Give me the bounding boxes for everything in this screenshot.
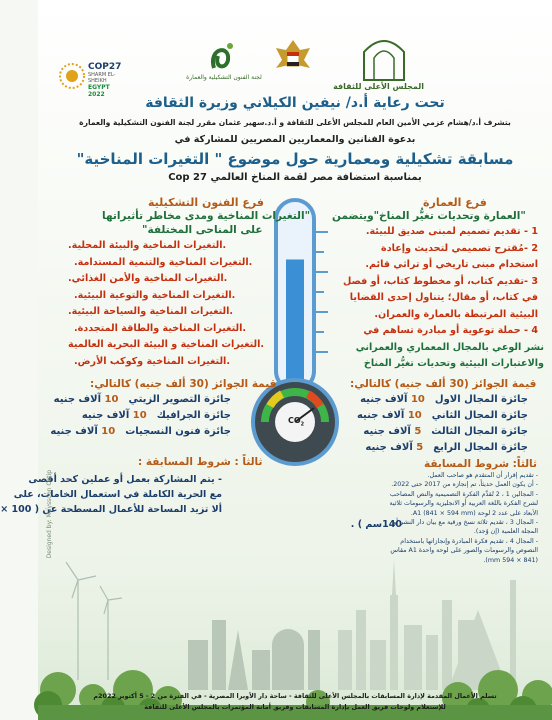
- architecture-condition: لشرح الفكرة باللغة العربية أو الانجليزية والرسومات ثلاثية: [389, 500, 538, 508]
- architecture-condition: - تقديم إقرار أن المتقدم هو صاحب العمل.: [427, 472, 538, 479]
- prize-amount: 10: [132, 410, 147, 421]
- architecture-line: 4 - حملة توعوية أو مبادرة تساهم في: [363, 325, 538, 336]
- architecture-condition: المجلة العلمية (إن وُجد).: [473, 528, 538, 536]
- co2-subscript: 2: [300, 421, 305, 428]
- prize-unit: آلاف جنيه: [360, 394, 408, 405]
- fine-arts-topic: .التغيرات المناخية وكوكب الأرض.: [74, 355, 230, 367]
- prize-unit: آلاف جنيه: [50, 426, 98, 437]
- fine-arts-topic: .التغيرات المناخية و البيئة البحرية العالمية: [68, 339, 265, 350]
- culture-council-caption: المجلس الأعلى للثقافة: [333, 82, 424, 91]
- architecture-condition: - المجال 3 ، تقديم ثلاثة نسخ ورقية مع بيان دار النشر أو: [393, 519, 538, 526]
- council-logo: [184, 38, 264, 81]
- co2-label: [288, 416, 304, 428]
- footer-line-2: للإستعلام ولوحات فريق العمل بإدارة المسابقات وفريق أمانة المؤتمرات بالمجلس الأعلى للثقافة: [144, 703, 446, 711]
- architecture-condition: (841 × 594 mm).: [483, 556, 538, 564]
- fine-arts-conditions-heading: ثالثاً : شروط المسابقة :: [138, 456, 263, 468]
- prize-name: جائزة الجرافيك: [156, 410, 231, 421]
- under-patronage: تحت رعاية أ.د/ نيفين الكيلاني وزيرة الثقافة: [145, 95, 445, 111]
- fine-arts-topic: .التغيرات المناخية والطاقة المتجددة.: [74, 322, 247, 334]
- fine-arts-condition: مع الحرية الكاملة في استعمال الخامات، على: [13, 489, 222, 500]
- prize-unit: آلاف جنيه: [53, 394, 102, 405]
- prize-name: جائزة المجال الرابع: [433, 442, 528, 453]
- fine-arts-prize-row: [56, 410, 231, 421]
- competition-occasion: بمناسبة استضافة مصر لقمة المناخ العالمي Cop 27: [168, 172, 422, 183]
- architecture-prize-row: [357, 410, 528, 421]
- architecture-conditions-heading: ثالثاً: شروط المسابقة: [424, 458, 537, 470]
- architecture-line: في كتاب، أو مقال؛ يتناول إحدى القضايا: [349, 292, 538, 303]
- prize-amount: 5: [414, 426, 422, 437]
- architecture-condition: - المجالين 1 ، 2 تُقدَّم الفكرة التصميمية والنص المصاحب: [389, 490, 538, 498]
- cop27-logo-city: SHARM EL-SHEIKH: [88, 72, 116, 84]
- prize-amount: 10: [101, 426, 116, 437]
- prize-name: جائزة المجال الاول: [434, 394, 528, 405]
- designer-credit: Designed by: Mayssoon Ostip: [46, 470, 53, 559]
- competition-title: مسابقة تشكيلية ومعمارية حول موضوع " التغيرات المناخية": [76, 150, 514, 168]
- cop27-logo-year: EGYPT 2022: [88, 84, 110, 98]
- architecture-subheading: "العمارة وتحديات تغيُّر المناخ"ويتضمن: [332, 210, 526, 222]
- fine-arts-topic: .التغيرات المناخية والسياحة البيئية.: [68, 306, 234, 317]
- prize-unit: آلاف جنيه: [81, 410, 130, 421]
- fine-arts-topic: .التغيرات المناخية والأمن الغذائي.: [68, 273, 228, 284]
- culture-council-logo: [333, 30, 424, 91]
- fine-arts-subheading-2: على المناحى المختلفة": [142, 224, 263, 236]
- prize-name: جائزة المجال الثالث: [431, 426, 528, 437]
- prize-amount: 5: [416, 442, 424, 453]
- architecture-prize-heading: قيمة الجوائز (30 ألف جنيه) كالتالي:: [350, 378, 537, 390]
- prize-unit: آلاف جنيه: [356, 410, 405, 421]
- council-logo-caption: لجنة الفنون التشكيلية والعمارة: [186, 74, 262, 81]
- fine-arts-condition: - يتم المشاركة بعمل أو عملين كحد أقصى: [28, 474, 222, 485]
- fine-arts-subheading-1: "التغيرات المناخية ومدى مخاطر تأثيراتها: [102, 210, 311, 222]
- fine-arts-topic: .التغيرات المناخية والتوعية البيئية.: [74, 289, 236, 301]
- architecture-line: 2 -مُقترح تصميمي لتحديث وإعادة: [381, 242, 538, 254]
- architecture-line: نشر الوعي بالمجال المعماري والعمراني: [355, 341, 544, 353]
- prize-name: جائزة التصوير الزيتي: [128, 394, 231, 405]
- architecture-condition: النصوص والرسومات والصور على لوحة واحدة A1 مقاس: [390, 547, 538, 555]
- egypt-emblem: [270, 36, 316, 80]
- co2-text: CO: [288, 416, 301, 425]
- invitation-line: بدعوة الفنانين والمعماريين المصريين للمشاركة في: [174, 134, 416, 145]
- cop27-logo-title: COP27: [88, 62, 122, 72]
- architecture-line: استخدام مبنى تاريخي أو تراثي قائم.: [365, 259, 538, 270]
- prize-amount: 10: [104, 394, 119, 405]
- fine-arts-prize-heading: قيمة الجوائز (30 ألف جنيه) كالتالي:: [90, 378, 277, 390]
- architecture-line: 3 -تقديم كتاب، أو مخطوط كتاب، أو فصل: [343, 275, 538, 287]
- architecture-line: والاعتبارات البيئية وتحديات تغيُّر المناخ: [363, 358, 544, 369]
- prize-amount: 10: [407, 410, 422, 421]
- architecture-condition: الأبعاد على عدد 2 لوحة A1 (841 × 594 mm).: [410, 509, 538, 517]
- architecture-prize-row: [365, 442, 528, 453]
- architecture-line: البيئية المرتبطة بالعمارة والعمران.: [374, 308, 538, 320]
- fine-arts-condition: ألا تزيد المساحة للأعمال المسطحة عن ( 100 ×: [0, 504, 222, 515]
- prize-name: جائزة المجال الثاني: [431, 410, 528, 421]
- footer-line-1: تسلم الأعمال المقدمة لإدارة المسابقات بالمجلس الأعلى للثقافة - ساحة دار الأوبرا المصرية - في الفترة من 2 - 5 أكتوبر 2022م: [93, 692, 497, 700]
- prize-amount: 10: [410, 394, 425, 405]
- architecture-prize-row: [363, 426, 528, 437]
- architecture-prize-row: [360, 394, 528, 405]
- fine-arts-topic: .التغيرات المناخية والتنمية المستدامة.: [74, 256, 253, 268]
- prize-unit: آلاف جنيه: [365, 442, 413, 453]
- fine-arts-heading: فرع الفنون التشكيلية: [148, 196, 264, 209]
- architecture-condition: - أن يكون العمل حديثاً، تم إنجازه من 2017 حتى 2022.: [391, 481, 538, 489]
- fine-arts-prize-row: [50, 426, 231, 437]
- prize-name: جائزة فنون النسجيات: [125, 426, 231, 437]
- architecture-line: 1 - تقديم تصميم لمبنى صديق للبيئة.: [365, 226, 538, 237]
- architecture-heading: فرع العمارة: [423, 196, 487, 209]
- prize-unit: آلاف جنيه: [363, 426, 411, 437]
- supervision-line: بتشرف أ.د/هشام عزمي الأمين العام للمجلس الأعلى للثقافة و أ.د.سهير عثمان مقرر لجنة الفنون التشكيلية والعمارة: [79, 118, 511, 127]
- fine-arts-condition: 140سم ) .: [350, 519, 402, 530]
- fine-arts-prize-row: [53, 394, 231, 405]
- architecture-condition: - المجال 4 ، تقديم فكرة المبادرة وإنجازاتها باستخدام: [400, 537, 538, 545]
- fine-arts-topic: .التغيرات المناخية والبيئة المحلية.: [68, 240, 227, 251]
- cop27-logo: [58, 56, 128, 96]
